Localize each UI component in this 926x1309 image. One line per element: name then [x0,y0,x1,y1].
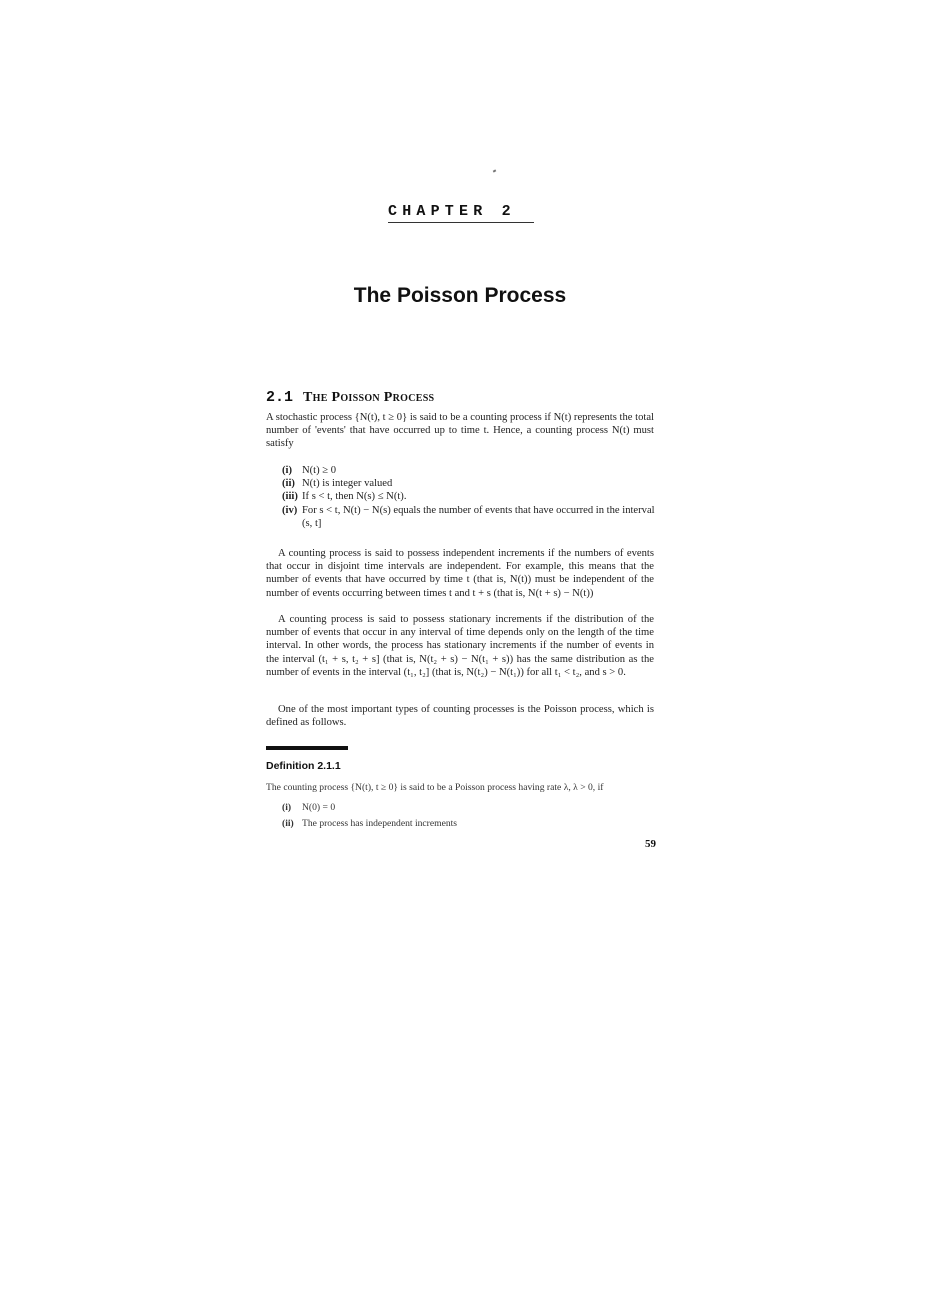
definition-item-label: (ii) [282,818,294,829]
condition-item [282,477,656,490]
definition-text: The counting process {N(t), t ≥ 0} is said to be a Poisson process having rate λ, λ > 0, if [266,782,604,793]
counting-process-conditions [282,464,656,530]
definition-item [282,816,656,832]
condition-item [282,464,656,477]
condition-text: N(t) ≥ 0 [302,465,337,476]
independent-increments-paragraph: A counting process is said to possess independent increments if the numbers of events that occur in disjoint time intervals are independent. For example, this means that the number of events that have occurred by time t (that is, N(t)) must be independent of the number of events occurring between times t and t + s (that is, N(t + s) − N(t)) [266,548,654,599]
poisson-intro-paragraph: One of the most important types of counting processes is the Poisson process, which is defined as follows. [266,704,654,729]
stray-mark [493,169,497,172]
definition-heading: Definition 2.1.1 [266,760,341,772]
chapter-heading-rule [388,222,534,223]
condition-text: For s < t, N(t) − N(s) equals the number of events that have occurred in the interval (s, t] [302,504,655,529]
intro-paragraph: A stochastic process {N(t), t ≥ 0} is said to be a counting process if N(t) represents the total number of 'events' that have occurred up to time t. Hence, a counting process N(t) must satisfy [266,412,654,450]
condition-item [282,504,656,530]
section-number: 2.1 [266,389,294,406]
condition-label: (i) [282,465,292,476]
definition-conditions [282,800,656,832]
condition-text: N(t) is integer valued [302,478,393,490]
condition-label: (iv) [282,504,298,516]
definition-item-label: (i) [282,802,292,813]
chapter-title: The Poisson Process [353,284,567,307]
definition-bar [266,746,348,750]
section-heading [266,389,434,406]
definition-item-text: The process has independent increments [302,818,458,829]
condition-text: If s < t, then N(s) ≤ N(t). [302,491,407,503]
definition-item-text: N(0) = 0 [302,802,336,813]
stationary-increments-paragraph: A counting process is said to possess stationary increments if the distribution of the number of events that occur in any interval of time depends only on the length of the time interval. In other words, the process has stationary increments if the number of events in the interval (t₁ + s, t₂ + s] (that is, N(t₂ + s) − N(t₁ + s)) has the same distribution as the number of events in the interval (t₁, t₂] (that is, N(t₂) − N(t₁)) for all t₁ < t₂, and s > 0. [266,614,654,678]
chapter-heading: CHAPTER 2 [388,203,516,220]
condition-label: (iii) [282,491,298,503]
definition-item [282,800,656,816]
condition-label: (ii) [282,478,295,490]
section-title: The Poisson Process [303,390,435,405]
page-number: 59 [645,838,656,850]
condition-item [282,490,656,503]
